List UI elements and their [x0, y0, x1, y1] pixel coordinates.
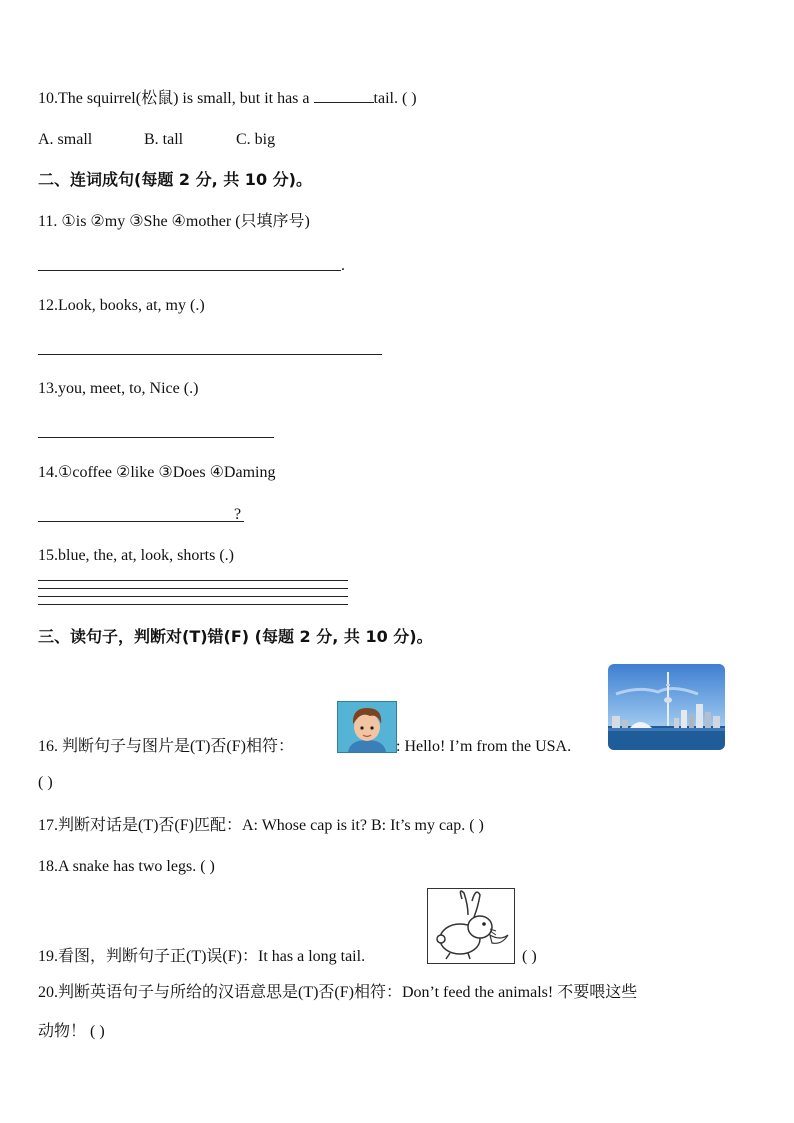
rabbit-image — [427, 888, 515, 964]
boy-portrait-image — [337, 701, 397, 753]
q15-text: 15.blue, the, at, look, shorts (.) — [38, 547, 234, 564]
q10-option-c[interactable]: C. big — [236, 131, 276, 148]
q14-end-mark: ? — [234, 506, 242, 523]
q16-text-before: 16. 判断句子与图片是(T)否(F)相符： — [38, 738, 294, 755]
q13-answer-line[interactable] — [38, 437, 274, 438]
q10-option-b[interactable]: B. tall — [144, 131, 184, 148]
q16-text-after: : Hello! I’m from the USA. — [396, 738, 572, 755]
q19-answer-paren[interactable]: ( ) — [522, 948, 537, 965]
q10-options — [38, 130, 275, 150]
q15-answer-line-3[interactable] — [38, 596, 348, 597]
q10-stem — [38, 88, 417, 109]
q15-answer-line-4[interactable] — [38, 604, 348, 605]
q20-text-line2: 动物！ ( ) — [38, 1023, 105, 1040]
q12-text: 12.Look, books, at, my (.) — [38, 297, 205, 314]
q10-option-a[interactable]: A. small — [38, 131, 93, 148]
q14-answer-line[interactable] — [38, 521, 244, 522]
q16-answer-paren[interactable]: ( ) — [38, 774, 53, 791]
section3-heading: 三、读句子，判断对(T)错(F) (每题 2 分, 共 10 分)。 — [38, 627, 433, 646]
q12-answer-line[interactable] — [38, 354, 382, 355]
q15-answer-line-2[interactable] — [38, 588, 348, 589]
q15-answer-line-1[interactable] — [38, 580, 348, 581]
q10-blank[interactable] — [314, 88, 374, 103]
section2-heading: 二、连词成句(每题 2 分, 共 10 分)。 — [38, 170, 312, 189]
q18-text: 18.A snake has two legs. ( ) — [38, 858, 215, 875]
q13-text: 13.you, meet, to, Nice (.) — [38, 380, 199, 397]
q14-text: 14.①coffee ②like ③Does ④Daming — [38, 464, 276, 481]
q10-text-after: tail. ( ) — [373, 90, 417, 107]
q11-text: 11. ①is ②my ③She ④mother (只填序号) — [38, 213, 310, 230]
q11-answer-line[interactable] — [38, 270, 341, 271]
q19-text: 19.看图，判断句子正(T)误(F)：It has a long tail. — [38, 948, 366, 965]
q20-text-line1: 20.判断英语句子与所给的汉语意思是(T)否(F)相符：Don’t feed the animals! 不要喂这些 — [38, 984, 638, 1001]
city-skyline-image — [608, 664, 725, 750]
q17-text: 17.判断对话是(T)否(F)匹配：A: Whose cap is it? B: It’s my cap. ( ) — [38, 817, 484, 834]
q10-text-before: 10.The squirrel(松鼠) is small, but it has a — [38, 90, 314, 107]
q11-end-mark: . — [341, 257, 345, 274]
